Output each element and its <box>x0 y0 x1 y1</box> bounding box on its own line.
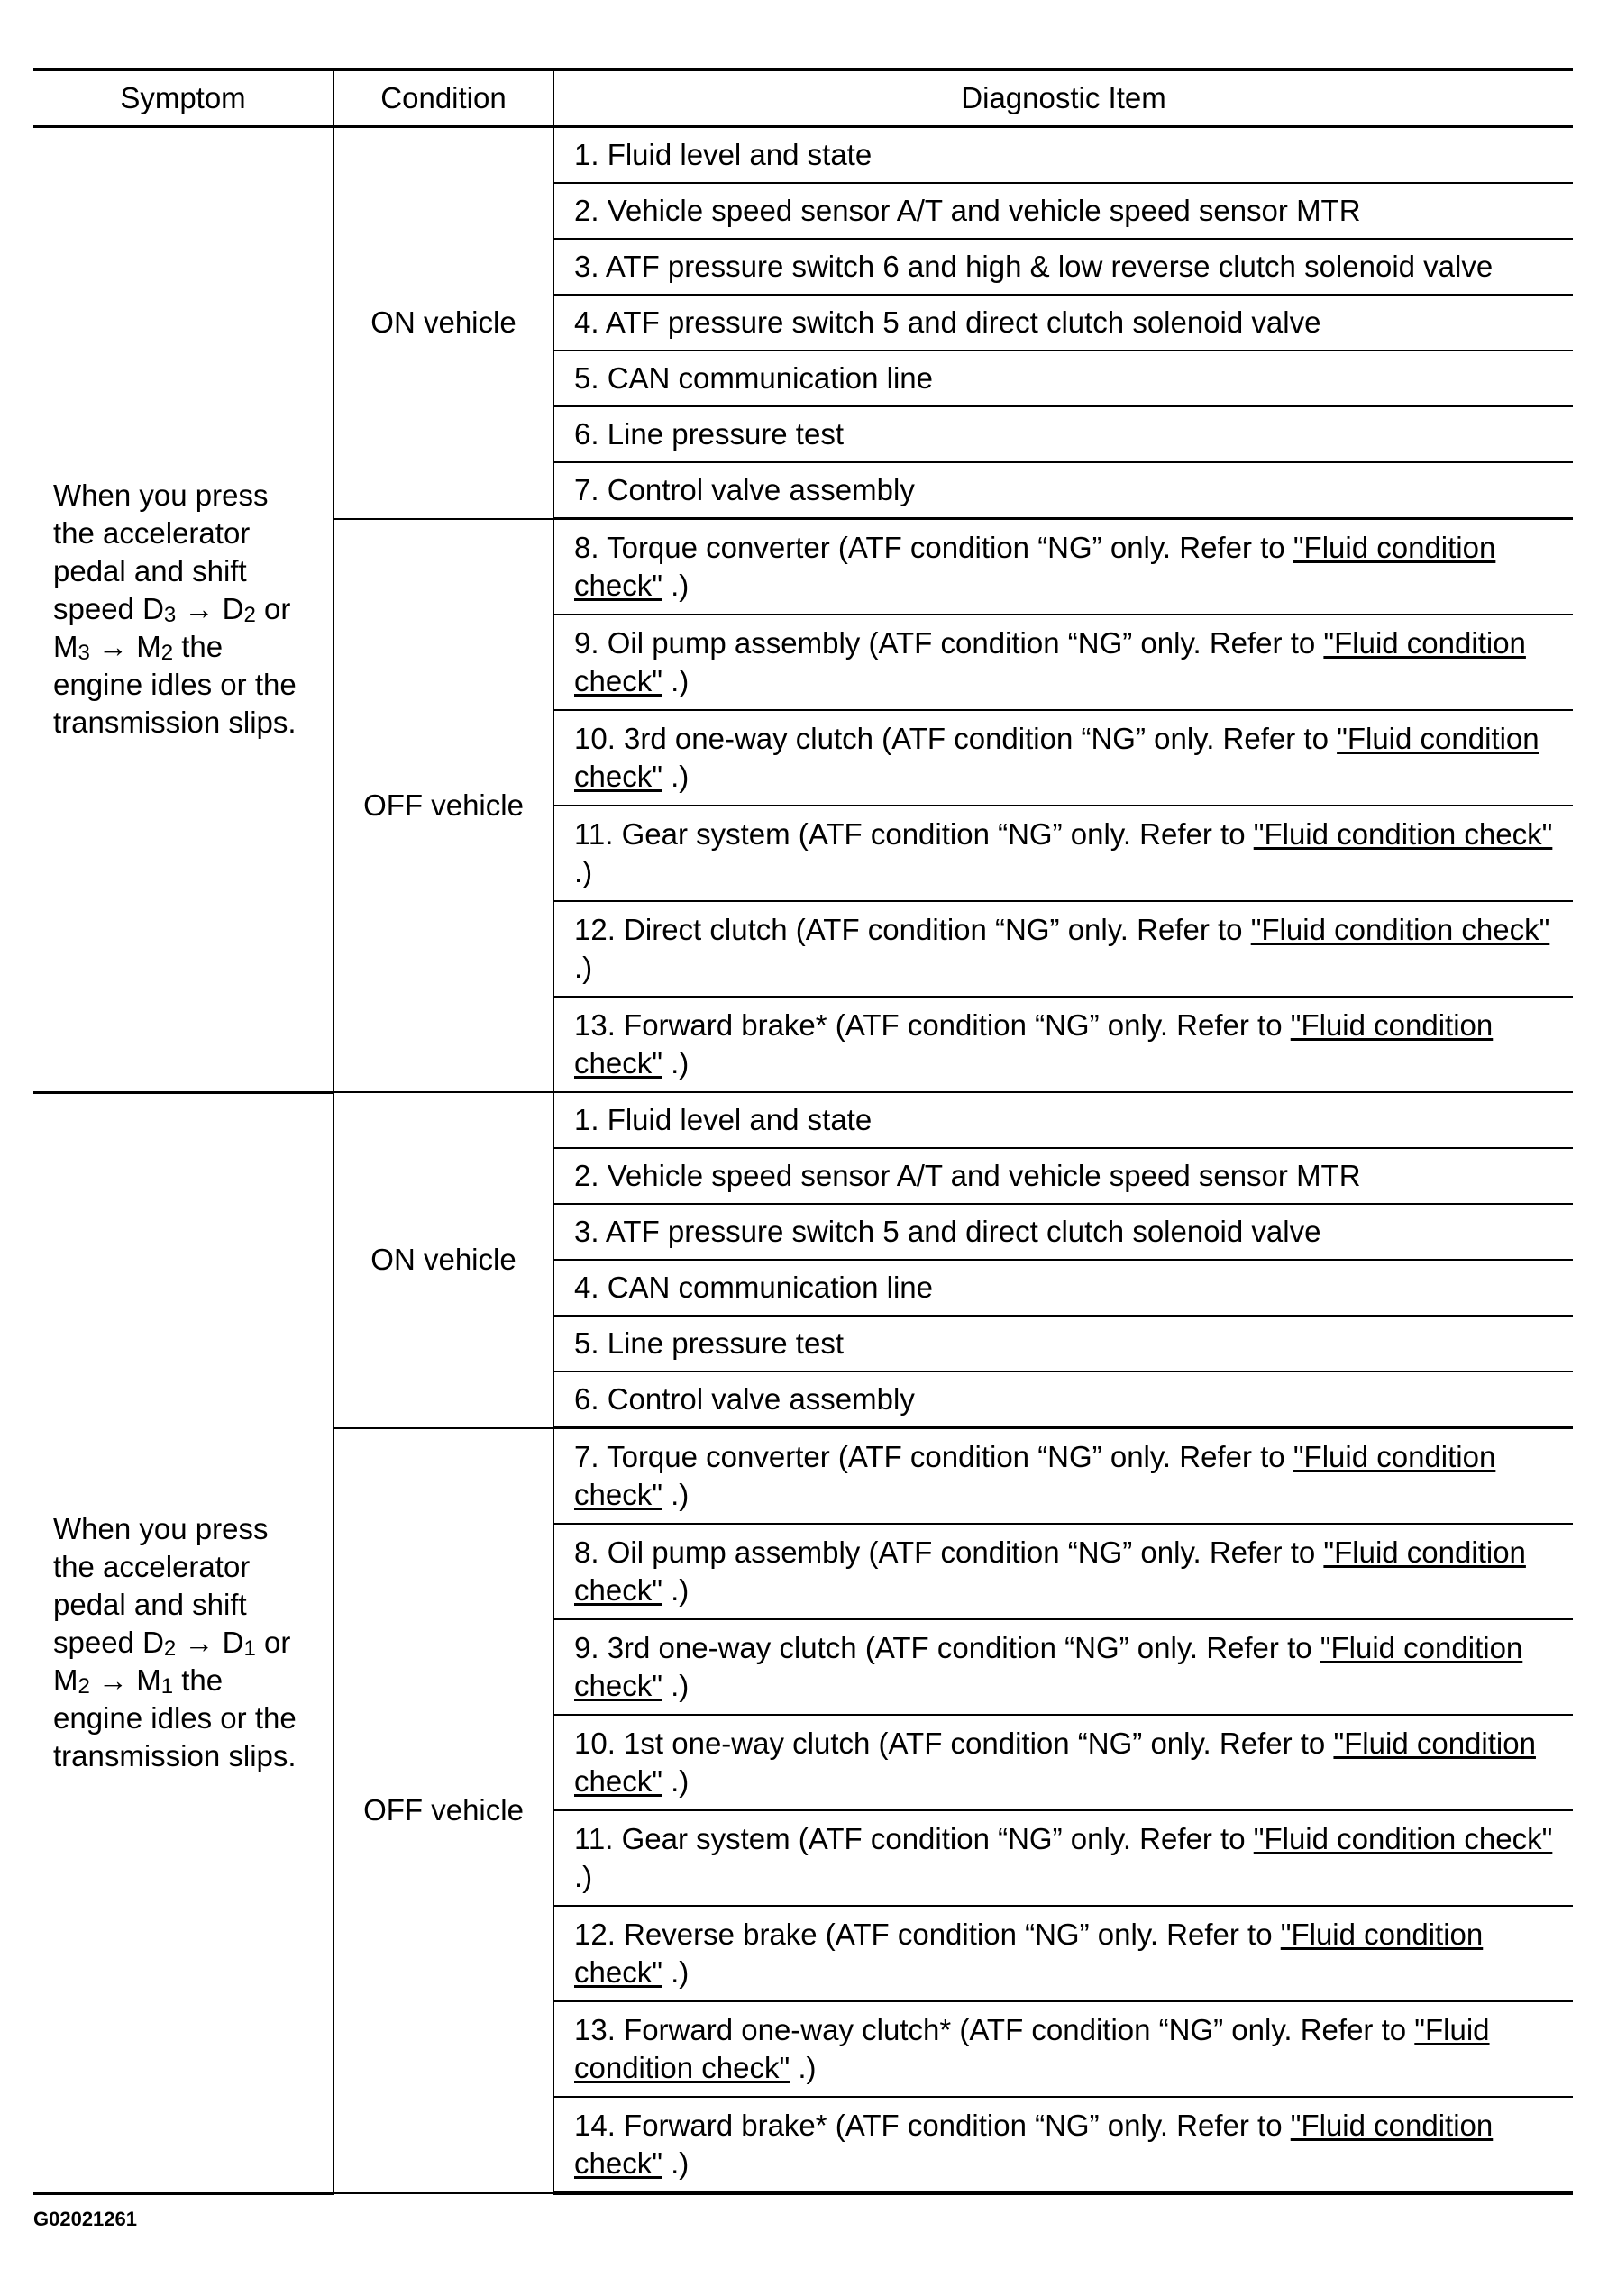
diagnostic-item <box>553 710 1573 806</box>
diagnostic-item-closing: .) <box>662 1046 690 1080</box>
diagnostic-item-closing: .) <box>662 1478 690 1511</box>
diagnostic-item <box>553 351 1573 406</box>
diagnostic-item <box>553 519 1573 615</box>
diagnostic-item <box>553 1619 1573 1715</box>
diagnostic-item-text: 6. Control valve assembly <box>574 1382 915 1416</box>
diagnostic-item <box>553 615 1573 710</box>
diagnostic-item-text: 1. Fluid level and state <box>574 1103 873 1136</box>
symptom-group <box>33 1092 1573 2193</box>
diagnostic-item <box>553 2001 1573 2097</box>
diagnostic-item-text: 7. Control valve assembly <box>574 473 915 506</box>
diagnostic-item <box>553 462 1573 519</box>
diagnostic-item-text: 4. CAN communication line <box>574 1271 933 1304</box>
diagnostic-item-text: 10. 3rd one-way clutch (ATF condition “NG” only. Refer to <box>574 722 1338 755</box>
fluid-condition-check-link[interactable]: "Fluid condition check" <box>574 626 1526 697</box>
diagnostic-item <box>553 295 1573 351</box>
diagnostic-item-text: 9. 3rd one-way clutch (ATF condition “NG” only. Refer to <box>574 1631 1320 1664</box>
diagnostic-item-closing: .) <box>790 2051 817 2084</box>
diagnostic-item-text: 11. Gear system (ATF condition “NG” only. Refer to <box>574 817 1254 851</box>
fluid-condition-check-link[interactable]: "Fluid condition check" <box>574 1918 1484 1989</box>
diagnostic-item <box>553 997 1573 1092</box>
diagnostic-item-closing: .) <box>574 951 593 984</box>
fluid-condition-check-link[interactable]: "Fluid condition check" <box>1253 1822 1553 1855</box>
fluid-condition-check-link[interactable]: "Fluid condition check" <box>574 2013 1490 2084</box>
fluid-condition-check-link[interactable]: "Fluid condition check" <box>574 1631 1523 1702</box>
diagnostic-item-text: 2. Vehicle speed sensor A/T and vehicle speed sensor MTR <box>574 194 1361 227</box>
diagnostic-item <box>553 1524 1573 1619</box>
figure-code: G02021261 <box>33 2208 137 2230</box>
diagnostic-item <box>553 1092 1573 1148</box>
diagnostic-item-text: 3. ATF pressure switch 5 and direct clutch solenoid valve <box>574 1215 1321 1248</box>
symptom-line: When you press <box>53 478 269 513</box>
diagnostic-item-text: 13. Forward one-way clutch* (ATF condition “NG” only. Refer to <box>574 2013 1415 2046</box>
diagnostic-item <box>553 1810 1573 1906</box>
diagnostic-item-text: 5. CAN communication line <box>574 361 933 395</box>
fluid-condition-check-link[interactable]: "Fluid condition check" <box>574 1440 1496 1511</box>
diagnostic-item-closing: .) <box>574 1860 593 1893</box>
symptom-line: When you press <box>53 1512 269 1545</box>
fluid-condition-check-link[interactable]: "Fluid condition check" <box>574 722 1539 793</box>
condition-label: OFF vehicle <box>363 788 524 822</box>
symptom-line: engine idles or the <box>53 668 297 702</box>
symptom-cell <box>33 127 333 1093</box>
condition-off-vehicle <box>333 1428 553 2194</box>
diagnostic-item <box>553 1371 1573 1428</box>
diagnostic-item-closing: .) <box>574 855 593 888</box>
symptom-line: the accelerator <box>53 516 251 551</box>
fluid-condition-check-link[interactable]: "Fluid condition check" <box>574 1008 1494 1080</box>
diagnostic-item-closing: .) <box>662 1955 690 1989</box>
diagnostic-item-text: 6. Line pressure test <box>574 417 844 451</box>
diagnostic-item-closing: .) <box>662 1669 690 1702</box>
diagnostic-item <box>553 1204 1573 1260</box>
symptom-line: transmission slips. <box>53 706 297 740</box>
table-header-row <box>33 69 1573 127</box>
diagnostic-item-text: 1. Fluid level and state <box>574 138 873 171</box>
fluid-condition-check-link[interactable]: "Fluid condition check" <box>574 1727 1536 1798</box>
diagnostic-table-sheet <box>33 68 1573 2195</box>
diagnostic-item-text: 3. ATF pressure switch 6 and high & low reverse clutch solenoid valve <box>574 250 1494 283</box>
diagnostic-item <box>553 406 1573 462</box>
symptom-line: transmission slips. <box>53 1739 297 1772</box>
fluid-condition-check-link[interactable]: "Fluid condition check" <box>574 2109 1494 2180</box>
diagnostic-item <box>553 1316 1573 1371</box>
diagnostic-item-closing: .) <box>662 1764 690 1798</box>
diagnostic-item-text: 2. Vehicle speed sensor A/T and vehicle speed sensor MTR <box>574 1159 1361 1192</box>
diagnostic-item <box>553 1906 1573 2001</box>
diagnostic-item-text: 12. Direct clutch (ATF condition “NG” only. Refer to <box>574 913 1251 946</box>
diagnostic-item-closing: .) <box>662 569 690 602</box>
condition-label: ON vehicle <box>370 305 516 340</box>
condition-on-vehicle <box>333 1092 553 1428</box>
symptom-line: pedal and shift <box>53 1588 247 1621</box>
symptom-line: engine idles or the <box>53 1701 297 1735</box>
diagnostic-item-text: 12. Reverse brake (ATF condition “NG” only. Refer to <box>574 1918 1281 1951</box>
diagnostic-item <box>553 183 1573 239</box>
diagnostic-item <box>553 239 1573 295</box>
header-symptom: Symptom <box>33 69 333 127</box>
diagnostic-item-closing: .) <box>662 1573 690 1607</box>
symptom-line: pedal and shift <box>53 554 247 588</box>
diagnostic-item-text: 10. 1st one-way clutch (ATF condition “NG” only. Refer to <box>574 1727 1334 1760</box>
diagnostic-item-text: 13. Forward brake* (ATF condition “NG” only. Refer to <box>574 1008 1291 1042</box>
symptom-line: $M_3 \to M_2$ the <box>53 630 224 666</box>
diagnostic-item <box>553 127 1573 184</box>
diagnostic-item <box>553 806 1573 901</box>
diagnostic-item-text: 11. Gear system (ATF condition “NG” only. Refer to <box>574 1822 1254 1855</box>
symptom-line: the accelerator <box>53 1550 251 1583</box>
fluid-condition-check-link[interactable]: "Fluid condition check" <box>574 1535 1526 1607</box>
diagnostic-item <box>553 1148 1573 1204</box>
fluid-condition-check-link[interactable]: "Fluid condition check" <box>1250 913 1550 946</box>
condition-label: OFF vehicle <box>363 1793 524 1827</box>
fluid-condition-check-link[interactable]: "Fluid condition check" <box>1253 817 1553 851</box>
condition-label: ON vehicle <box>370 1243 516 1277</box>
table-row <box>33 1092 1573 1148</box>
diagnostic-item <box>553 1260 1573 1316</box>
diagnostic-item <box>553 1428 1573 1525</box>
diagnostic-item <box>553 2097 1573 2193</box>
symptom-group <box>33 127 1573 1093</box>
condition-on-vehicle <box>333 127 553 519</box>
symptom-line: speed $D_3 \to D_2$ or <box>53 592 291 628</box>
diagnostic-item-text: 8. Oil pump assembly (ATF condition “NG” only. Refer to <box>574 1535 1324 1569</box>
diagnostic-item <box>553 901 1573 997</box>
condition-off-vehicle <box>333 519 553 1093</box>
diagnostic-item-text: 9. Oil pump assembly (ATF condition “NG” only. Refer to <box>574 626 1324 660</box>
diagnostic-item-text: 5. Line pressure test <box>574 1326 844 1360</box>
diagnostic-item <box>553 1715 1573 1810</box>
diagnostic-item-text: 4. ATF pressure switch 5 and direct clutch solenoid valve <box>574 305 1321 339</box>
diagnostic-item-closing: .) <box>662 2146 690 2180</box>
symptom-cell <box>33 1092 333 2193</box>
symptom-line: speed $D_2 \to D_1$ or <box>53 1626 291 1661</box>
diagnostic-item-text: 8. Torque converter (ATF condition “NG” only. Refer to <box>574 531 1293 564</box>
diagnostic-table <box>33 68 1573 2195</box>
diagnostic-item-text: 7. Torque converter (ATF condition “NG” only. Refer to <box>574 1440 1293 1473</box>
diagnostic-item-closing: .) <box>662 664 690 697</box>
diagnostic-item-closing: .) <box>662 760 690 793</box>
symptom-line: $M_2 \to M_1$ the <box>53 1663 224 1699</box>
header-condition: Condition <box>333 69 553 127</box>
header-diagnostic-item: Diagnostic Item <box>553 69 1573 127</box>
table-row <box>33 127 1573 184</box>
fluid-condition-check-link[interactable]: "Fluid condition check" <box>574 531 1496 602</box>
diagnostic-item-text: 14. Forward brake* (ATF condition “NG” only. Refer to <box>574 2109 1291 2142</box>
